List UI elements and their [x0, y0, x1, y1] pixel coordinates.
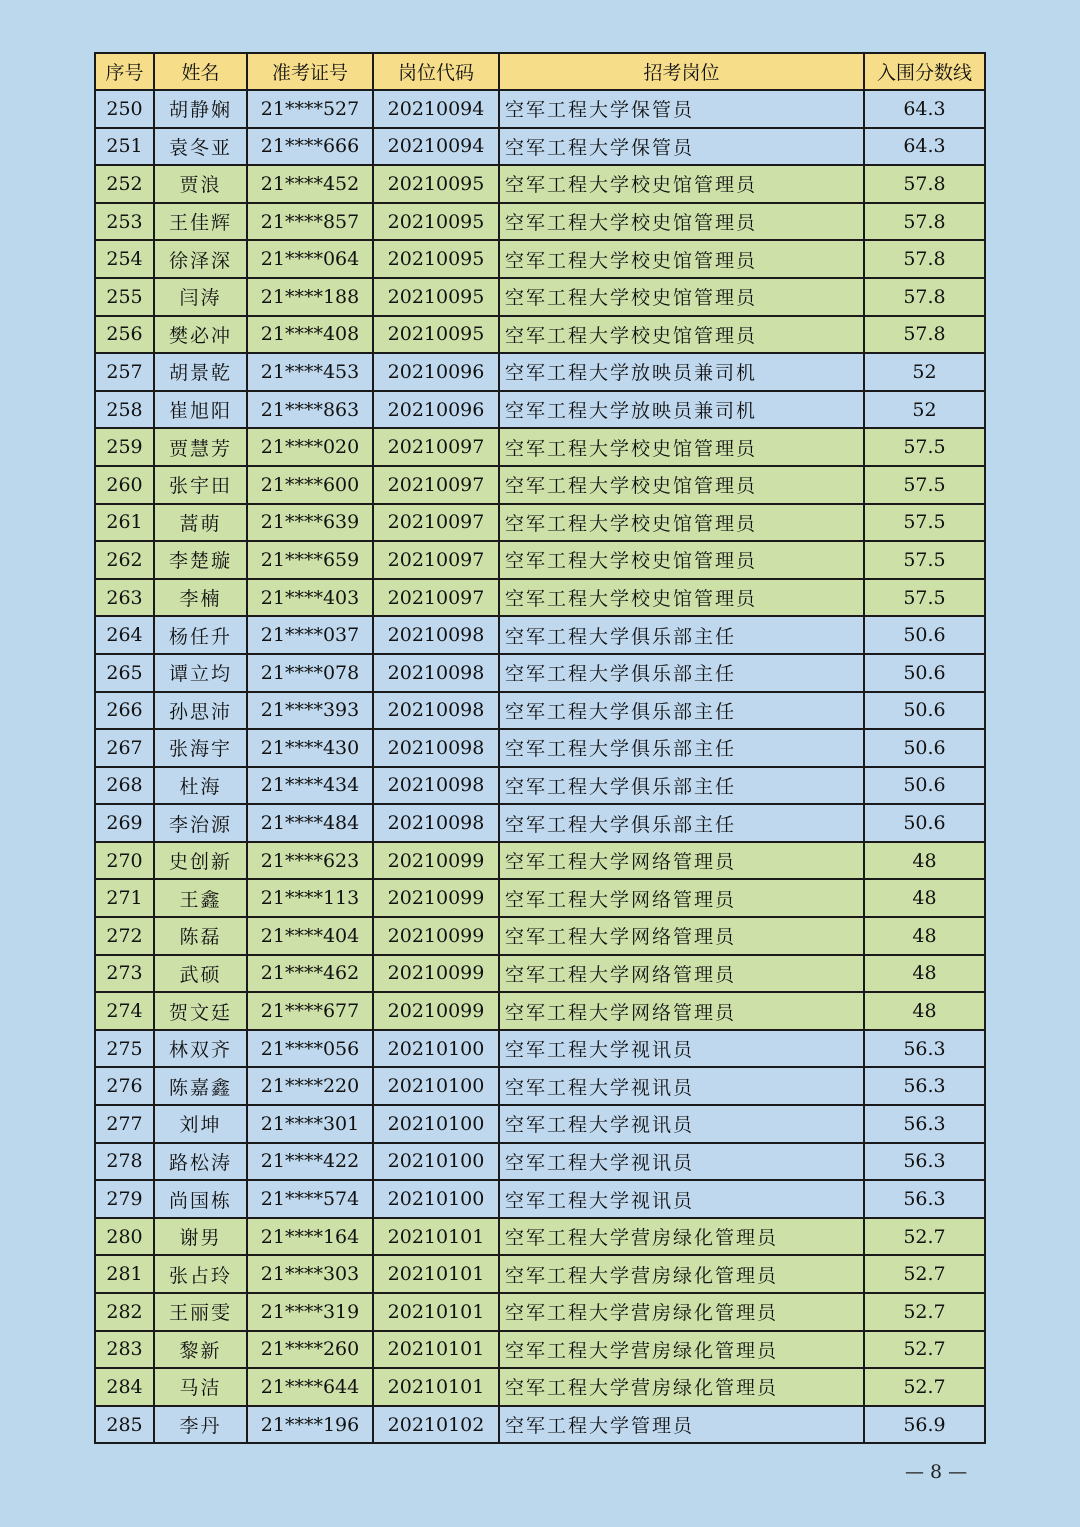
cell-score: 52.7	[864, 1368, 985, 1406]
cell-ticket: 21****484	[247, 804, 373, 842]
cell-score: 48	[864, 992, 985, 1030]
cell-seq: 284	[95, 1368, 154, 1406]
cell-name: 崔旭阳	[154, 391, 247, 429]
cell-post: 空军工程大学管理员	[499, 1406, 864, 1444]
cell-code: 20210097	[373, 428, 499, 466]
cell-name: 谢男	[154, 1218, 247, 1256]
cell-post: 空军工程大学俱乐部主任	[499, 616, 864, 654]
cell-code: 20210097	[373, 541, 499, 579]
cell-code: 20210099	[373, 992, 499, 1030]
cell-ticket: 21****078	[247, 654, 373, 692]
cell-post: 空军工程大学校史馆管理员	[499, 165, 864, 203]
cell-code: 20210099	[373, 842, 499, 880]
cell-post: 空军工程大学网络管理员	[499, 879, 864, 917]
cell-code: 20210100	[373, 1105, 499, 1143]
cell-post: 空军工程大学网络管理员	[499, 992, 864, 1030]
cell-post: 空军工程大学校史馆管理员	[499, 203, 864, 241]
cell-seq: 285	[95, 1406, 154, 1444]
cell-name: 胡景乾	[154, 353, 247, 391]
cell-ticket: 21****020	[247, 428, 373, 466]
table-row	[95, 1030, 985, 1068]
cell-code: 20210097	[373, 504, 499, 542]
cell-ticket: 21****453	[247, 353, 373, 391]
cell-code: 20210095	[373, 240, 499, 278]
table-row	[95, 1180, 985, 1218]
cell-name: 贺文廷	[154, 992, 247, 1030]
cell-post: 空军工程大学校史馆管理员	[499, 240, 864, 278]
cell-seq: 253	[95, 203, 154, 241]
cell-code: 20210096	[373, 391, 499, 429]
cell-ticket: 21****666	[247, 128, 373, 166]
table-row	[95, 1255, 985, 1293]
cell-seq: 265	[95, 654, 154, 692]
cell-ticket: 21****462	[247, 955, 373, 993]
cell-name: 刘坤	[154, 1105, 247, 1143]
cell-ticket: 21****639	[247, 504, 373, 542]
cell-post: 空军工程大学俱乐部主任	[499, 804, 864, 842]
table-row	[95, 90, 985, 128]
cell-seq: 254	[95, 240, 154, 278]
cell-score: 50.6	[864, 729, 985, 767]
cell-code: 20210098	[373, 692, 499, 730]
table-row	[95, 240, 985, 278]
cell-post: 空军工程大学俱乐部主任	[499, 692, 864, 730]
cell-name: 杨任升	[154, 616, 247, 654]
cell-post: 空军工程大学校史馆管理员	[499, 316, 864, 354]
cell-score: 57.5	[864, 541, 985, 579]
cell-post: 空军工程大学俱乐部主任	[499, 767, 864, 805]
cell-score: 52.7	[864, 1331, 985, 1369]
cell-name: 史创新	[154, 842, 247, 880]
table-row	[95, 128, 985, 166]
cell-code: 20210096	[373, 353, 499, 391]
cell-ticket: 21****393	[247, 692, 373, 730]
cell-seq: 282	[95, 1293, 154, 1331]
cell-name: 武硕	[154, 955, 247, 993]
cell-ticket: 21****644	[247, 1368, 373, 1406]
cell-ticket: 21****404	[247, 917, 373, 955]
cell-name: 孙思沛	[154, 692, 247, 730]
cell-score: 56.3	[864, 1180, 985, 1218]
cell-name: 徐泽深	[154, 240, 247, 278]
cell-post: 空军工程大学网络管理员	[499, 955, 864, 993]
cell-score: 48	[864, 879, 985, 917]
header-code: 岗位代码	[373, 53, 499, 90]
table-row	[95, 654, 985, 692]
table-row	[95, 879, 985, 917]
table-row	[95, 1067, 985, 1105]
cell-score: 52	[864, 391, 985, 429]
table-row	[95, 316, 985, 354]
cell-code: 20210101	[373, 1331, 499, 1369]
cell-name: 李治源	[154, 804, 247, 842]
cell-score: 50.6	[864, 616, 985, 654]
cell-name: 王鑫	[154, 879, 247, 917]
cell-score: 57.5	[864, 579, 985, 617]
table-row	[95, 955, 985, 993]
cell-code: 20210094	[373, 90, 499, 128]
cell-post: 空军工程大学校史馆管理员	[499, 541, 864, 579]
cell-score: 50.6	[864, 654, 985, 692]
cell-score: 57.5	[864, 466, 985, 504]
cell-score: 57.5	[864, 428, 985, 466]
cell-name: 贾慧芳	[154, 428, 247, 466]
cell-seq: 255	[95, 278, 154, 316]
cell-name: 袁冬亚	[154, 128, 247, 166]
header-ticket: 准考证号	[247, 53, 373, 90]
cell-ticket: 21****623	[247, 842, 373, 880]
cell-name: 李楚璇	[154, 541, 247, 579]
table-row	[95, 917, 985, 955]
table-row	[95, 278, 985, 316]
cell-post: 空军工程大学营房绿化管理员	[499, 1331, 864, 1369]
cell-score: 50.6	[864, 804, 985, 842]
cell-seq: 271	[95, 879, 154, 917]
cell-seq: 256	[95, 316, 154, 354]
table-row	[95, 1218, 985, 1256]
cell-code: 20210097	[373, 466, 499, 504]
cell-name: 蒿萌	[154, 504, 247, 542]
cell-seq: 283	[95, 1331, 154, 1369]
cell-post: 空军工程大学校史馆管理员	[499, 428, 864, 466]
cell-post: 空军工程大学视讯员	[499, 1030, 864, 1068]
cell-seq: 277	[95, 1105, 154, 1143]
cell-code: 20210099	[373, 879, 499, 917]
table-row	[95, 428, 985, 466]
header-seq: 序号	[95, 53, 154, 90]
cell-name: 张占玲	[154, 1255, 247, 1293]
cell-seq: 275	[95, 1030, 154, 1068]
cell-code: 20210097	[373, 579, 499, 617]
cell-ticket: 21****164	[247, 1218, 373, 1256]
cell-name: 路松涛	[154, 1143, 247, 1181]
cell-seq: 274	[95, 992, 154, 1030]
cell-ticket: 21****303	[247, 1255, 373, 1293]
cell-seq: 260	[95, 466, 154, 504]
cell-score: 56.9	[864, 1406, 985, 1444]
cell-score: 50.6	[864, 692, 985, 730]
cell-seq: 251	[95, 128, 154, 166]
cell-seq: 261	[95, 504, 154, 542]
cell-score: 57.8	[864, 203, 985, 241]
cell-code: 20210095	[373, 165, 499, 203]
cell-post: 空军工程大学视讯员	[499, 1105, 864, 1143]
cell-ticket: 21****113	[247, 879, 373, 917]
table-row	[95, 767, 985, 805]
table-row	[95, 1143, 985, 1181]
cell-ticket: 21****857	[247, 203, 373, 241]
cell-score: 64.3	[864, 90, 985, 128]
cell-code: 20210098	[373, 767, 499, 805]
cell-seq: 263	[95, 579, 154, 617]
table-row	[95, 1293, 985, 1331]
cell-seq: 258	[95, 391, 154, 429]
results-table	[94, 52, 986, 1444]
cell-seq: 268	[95, 767, 154, 805]
cell-seq: 269	[95, 804, 154, 842]
cell-post: 空军工程大学网络管理员	[499, 917, 864, 955]
cell-score: 52	[864, 353, 985, 391]
cell-post: 空军工程大学营房绿化管理员	[499, 1368, 864, 1406]
cell-score: 57.5	[864, 504, 985, 542]
cell-code: 20210101	[373, 1218, 499, 1256]
cell-name: 贾浪	[154, 165, 247, 203]
cell-ticket: 21****422	[247, 1143, 373, 1181]
cell-seq: 276	[95, 1067, 154, 1105]
table-row	[95, 729, 985, 767]
cell-seq: 267	[95, 729, 154, 767]
cell-score: 57.8	[864, 278, 985, 316]
cell-score: 56.3	[864, 1067, 985, 1105]
cell-post: 空军工程大学放映员兼司机	[499, 391, 864, 429]
cell-ticket: 21****220	[247, 1067, 373, 1105]
table-row	[95, 391, 985, 429]
header-score: 入围分数线	[864, 53, 985, 90]
cell-code: 20210098	[373, 804, 499, 842]
cell-ticket: 21****408	[247, 316, 373, 354]
cell-code: 20210101	[373, 1255, 499, 1293]
cell-code: 20210100	[373, 1143, 499, 1181]
cell-seq: 272	[95, 917, 154, 955]
cell-ticket: 21****677	[247, 992, 373, 1030]
cell-ticket: 21****600	[247, 466, 373, 504]
table-header-row	[95, 53, 985, 90]
cell-post: 空军工程大学网络管理员	[499, 842, 864, 880]
cell-name: 谭立均	[154, 654, 247, 692]
cell-name: 林双齐	[154, 1030, 247, 1068]
cell-post: 空军工程大学校史馆管理员	[499, 579, 864, 617]
table-row	[95, 579, 985, 617]
cell-post: 空军工程大学俱乐部主任	[499, 729, 864, 767]
table-row	[95, 842, 985, 880]
cell-name: 樊必冲	[154, 316, 247, 354]
cell-post: 空军工程大学保管员	[499, 90, 864, 128]
cell-post: 空军工程大学视讯员	[499, 1180, 864, 1218]
cell-code: 20210095	[373, 316, 499, 354]
cell-ticket: 21****403	[247, 579, 373, 617]
cell-code: 20210100	[373, 1067, 499, 1105]
cell-name: 陈嘉鑫	[154, 1067, 247, 1105]
cell-name: 黎新	[154, 1331, 247, 1369]
table-row	[95, 466, 985, 504]
table-row	[95, 616, 985, 654]
cell-post: 空军工程大学营房绿化管理员	[499, 1293, 864, 1331]
cell-ticket: 21****260	[247, 1331, 373, 1369]
cell-post: 空军工程大学校史馆管理员	[499, 278, 864, 316]
cell-score: 50.6	[864, 767, 985, 805]
cell-code: 20210098	[373, 729, 499, 767]
cell-score: 48	[864, 917, 985, 955]
table-row	[95, 1331, 985, 1369]
table-row	[95, 203, 985, 241]
cell-code: 20210094	[373, 128, 499, 166]
cell-post: 空军工程大学校史馆管理员	[499, 466, 864, 504]
cell-seq: 257	[95, 353, 154, 391]
cell-score: 52.7	[864, 1255, 985, 1293]
cell-ticket: 21****430	[247, 729, 373, 767]
cell-code: 20210095	[373, 278, 499, 316]
table-row	[95, 353, 985, 391]
cell-code: 20210095	[373, 203, 499, 241]
cell-name: 闫涛	[154, 278, 247, 316]
cell-ticket: 21****574	[247, 1180, 373, 1218]
cell-score: 57.8	[864, 316, 985, 354]
cell-post: 空军工程大学营房绿化管理员	[499, 1218, 864, 1256]
cell-seq: 270	[95, 842, 154, 880]
cell-name: 胡静娴	[154, 90, 247, 128]
cell-post: 空军工程大学视讯员	[499, 1143, 864, 1181]
table-row	[95, 1105, 985, 1143]
table-row	[95, 692, 985, 730]
cell-code: 20210098	[373, 654, 499, 692]
cell-score: 52.7	[864, 1293, 985, 1331]
table-row	[95, 541, 985, 579]
cell-ticket: 21****188	[247, 278, 373, 316]
cell-name: 马洁	[154, 1368, 247, 1406]
cell-seq: 280	[95, 1218, 154, 1256]
cell-code: 20210098	[373, 616, 499, 654]
table-row	[95, 504, 985, 542]
cell-score: 56.3	[864, 1105, 985, 1143]
cell-name: 张海宇	[154, 729, 247, 767]
cell-ticket: 21****659	[247, 541, 373, 579]
cell-post: 空军工程大学保管员	[499, 128, 864, 166]
cell-score: 64.3	[864, 128, 985, 166]
cell-post: 空军工程大学校史馆管理员	[499, 504, 864, 542]
cell-code: 20210100	[373, 1030, 499, 1068]
cell-name: 王佳辉	[154, 203, 247, 241]
cell-score: 48	[864, 955, 985, 993]
cell-code: 20210099	[373, 917, 499, 955]
table-row	[95, 1368, 985, 1406]
cell-ticket: 21****301	[247, 1105, 373, 1143]
cell-code: 20210100	[373, 1180, 499, 1218]
cell-ticket: 21****056	[247, 1030, 373, 1068]
cell-name: 李楠	[154, 579, 247, 617]
table-row	[95, 165, 985, 203]
cell-name: 张宇田	[154, 466, 247, 504]
cell-post: 空军工程大学营房绿化管理员	[499, 1255, 864, 1293]
header-post: 招考岗位	[499, 53, 864, 90]
cell-seq: 266	[95, 692, 154, 730]
cell-score: 56.3	[864, 1143, 985, 1181]
cell-name: 王丽雯	[154, 1293, 247, 1331]
header-name: 姓名	[154, 53, 247, 90]
cell-ticket: 21****064	[247, 240, 373, 278]
table-row	[95, 804, 985, 842]
table-row	[95, 992, 985, 1030]
cell-code: 20210101	[373, 1368, 499, 1406]
cell-post: 空军工程大学视讯员	[499, 1067, 864, 1105]
cell-post: 空军工程大学放映员兼司机	[499, 353, 864, 391]
cell-code: 20210102	[373, 1406, 499, 1444]
cell-ticket: 21****527	[247, 90, 373, 128]
cell-score: 48	[864, 842, 985, 880]
cell-seq: 250	[95, 90, 154, 128]
cell-seq: 262	[95, 541, 154, 579]
cell-seq: 252	[95, 165, 154, 203]
cell-code: 20210099	[373, 955, 499, 993]
cell-post: 空军工程大学俱乐部主任	[499, 654, 864, 692]
table-row	[95, 1406, 985, 1444]
cell-score: 57.8	[864, 165, 985, 203]
cell-ticket: 21****319	[247, 1293, 373, 1331]
cell-ticket: 21****434	[247, 767, 373, 805]
cell-name: 李丹	[154, 1406, 247, 1444]
cell-ticket: 21****452	[247, 165, 373, 203]
cell-score: 52.7	[864, 1218, 985, 1256]
cell-name: 陈磊	[154, 917, 247, 955]
cell-code: 20210101	[373, 1293, 499, 1331]
cell-score: 57.8	[864, 240, 985, 278]
cell-seq: 278	[95, 1143, 154, 1181]
cell-seq: 264	[95, 616, 154, 654]
cell-ticket: 21****037	[247, 616, 373, 654]
cell-ticket: 21****863	[247, 391, 373, 429]
cell-score: 56.3	[864, 1030, 985, 1068]
cell-seq: 279	[95, 1180, 154, 1218]
cell-name: 杜海	[154, 767, 247, 805]
cell-seq: 281	[95, 1255, 154, 1293]
cell-name: 尚国栋	[154, 1180, 247, 1218]
cell-ticket: 21****196	[247, 1406, 373, 1444]
page-number: — 8 —	[905, 1461, 968, 1483]
cell-seq: 273	[95, 955, 154, 993]
cell-seq: 259	[95, 428, 154, 466]
